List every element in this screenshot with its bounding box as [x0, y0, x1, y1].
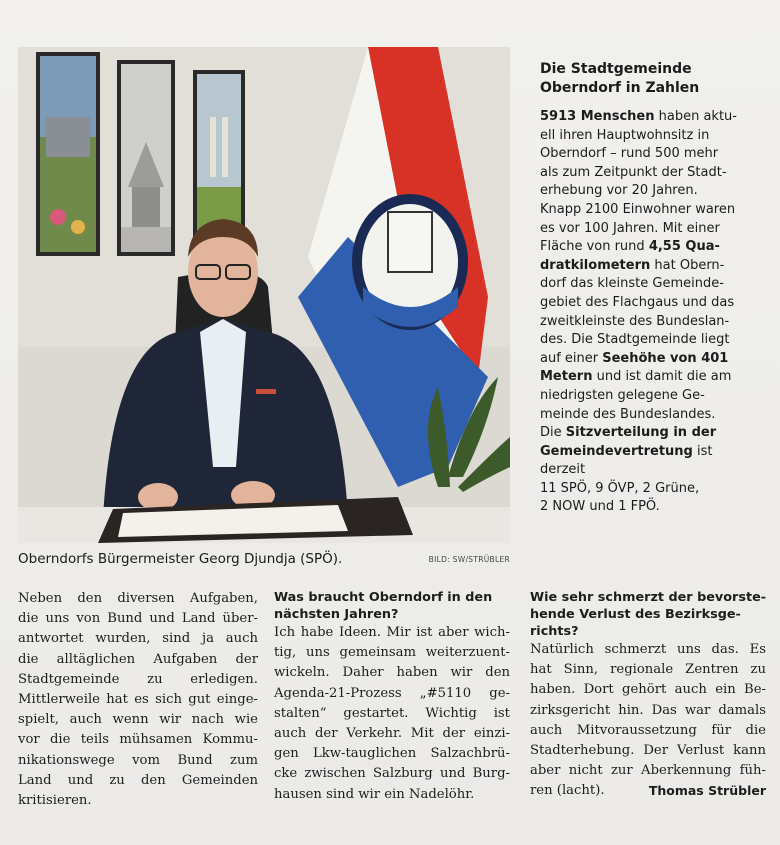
factbox-text: Fläche von rund [540, 239, 649, 255]
text-line: cke zwischen Salzburg und Burg- [274, 766, 510, 782]
factbox-line [540, 443, 772, 462]
factbox-text: Die [540, 425, 566, 441]
factbox-line [540, 164, 772, 183]
photo-caption: Oberndorfs Bürgermeister Georg Djundja (SPÖ). [18, 551, 343, 567]
factbox-line [540, 238, 772, 257]
factbox-line [540, 182, 772, 201]
factbox-line [540, 368, 772, 387]
photo-credit: BILD: SW/STRÜBLER [428, 555, 510, 564]
factbox-text: des. Die Stadtgemeinde liegt [540, 332, 730, 348]
text-line: die uns von Bund und Land über- [18, 611, 258, 627]
factbox-highlight: Sitzverteilung in der [565, 425, 717, 441]
factbox-text: Oberndorf – rund 500 mehr [540, 146, 719, 162]
factbox-text: 2 NOW und 1 FPÖ. [540, 499, 660, 515]
factbox-line [540, 257, 772, 276]
factbox-line [540, 480, 772, 499]
factbox-line [540, 498, 772, 517]
factbox-highlight: 4,55 Qua- [648, 239, 720, 255]
interview-question [274, 589, 510, 623]
text-line: Mittlerweile hat es sich gut einge- [18, 692, 258, 708]
factbox-text: ist [692, 443, 713, 459]
question-line: richts? [530, 624, 579, 639]
question-line: Was braucht Oberndorf in den [274, 590, 493, 605]
factbox-line [540, 461, 772, 480]
factbox-highlight: Gemeindevertretung [540, 443, 693, 459]
factbox-line [540, 220, 772, 239]
text-line: stalten“ gestartet. Wichtig ist [274, 705, 510, 721]
factbox-highlight: Seehöhe von 401 [602, 350, 729, 366]
photo-illustration [18, 47, 510, 543]
factbox-line [540, 350, 772, 369]
factbox-text: meinde des Bundeslandes. [540, 406, 716, 422]
factbox-line [540, 108, 772, 127]
text-line: die alltäglichen Aufgaben der [18, 651, 258, 667]
article-column-3 [530, 589, 766, 802]
final-line [530, 781, 766, 801]
column-body [274, 623, 510, 805]
caption-row [18, 551, 510, 571]
text-line: zirksgericht hin. Das war damals [530, 702, 766, 718]
text-line: antwortet wurden, sind ja auch [18, 631, 258, 647]
factbox-text: 11 SPÖ, 9 ÖVP, 2 Grüne, [540, 480, 700, 496]
factbox-text: haben aktu- [654, 109, 737, 124]
factbox-title-line: Oberndorf in Zahlen [540, 80, 700, 96]
text-line: Agenda-21-Prozess „#5110 ge- [274, 685, 510, 701]
text-line: auch Mitvoraussetzung für die [530, 722, 766, 738]
text-line: wickeln. Daher haben wir den [274, 665, 510, 681]
factbox-line [540, 145, 772, 164]
question-line: nächsten Jahren? [274, 607, 399, 622]
article-column-1 [18, 589, 258, 811]
factbox-text: es vor 100 Jahren. Mit einer [540, 220, 720, 236]
text-line: Natürlich schmerzt uns das. Es [530, 642, 766, 657]
factbox-highlight: 5913 Menschen [540, 109, 655, 124]
final-line-text: ren (lacht). [530, 783, 605, 799]
interview-question [530, 589, 766, 640]
factbox-text: niedrigsten gelegene Ge- [540, 387, 705, 403]
factbox-title [540, 60, 772, 98]
factbox-line [540, 127, 772, 146]
factbox-text: auf einer [540, 350, 603, 366]
text-line: Land und zu den Gemeinden [18, 772, 258, 788]
factbox-text: derzeit [540, 462, 586, 478]
text-line: nikationswege vom Bund zum [18, 752, 258, 768]
text-line: kritisieren. [18, 793, 92, 809]
factbox-line [540, 201, 772, 220]
factbox-text: Knapp 2100 Einwohner waren [540, 201, 736, 217]
text-line: gen Lkw-tauglichen Salzachbrü- [274, 746, 510, 762]
text-line: haben. Dort gehört auch ein Be- [530, 682, 766, 698]
factbox-line [540, 313, 772, 332]
factbox-line [540, 406, 772, 425]
factbox-highlight: dratkilometern [540, 257, 651, 273]
text-line: Stadtgemeinde zu erledigen. [18, 671, 258, 687]
factbox-text: gebiet des Flachgaus und das [540, 294, 735, 310]
factbox-line [540, 331, 772, 350]
text-line: aber nicht zur Aberkennung füh- [530, 763, 766, 779]
text-line: hausen sind wir ein Nadelöhr. [274, 786, 475, 802]
factbox-body [540, 108, 772, 517]
factbox-line [540, 387, 772, 406]
question-line: hende Verlust des Bezirksge- [530, 607, 741, 622]
text-line: Ich habe Ideen. Mir ist aber wich- [274, 625, 510, 640]
factbox-line [540, 424, 772, 443]
factbox-line [540, 294, 772, 313]
text-line: Stadterhebung. Der Verlust kann [530, 743, 766, 759]
factbox-text: und ist damit die am [592, 369, 732, 385]
factbox-text: dorf das kleinste Gemeinde- [540, 276, 724, 292]
column-body [530, 640, 766, 781]
factbox-title-line: Die Stadtgemeinde [540, 61, 692, 77]
factbox-text: als zum Zeitpunkt der Stadt- [540, 164, 727, 180]
factbox [540, 60, 772, 517]
factbox-text: erhebung vor 20 Jahren. [540, 183, 698, 199]
text-line: auch der Verkehr. Mit der einzi- [274, 726, 510, 742]
text-line: hat Sinn, regionale Zentren zu [530, 662, 766, 678]
text-line: vor die teils mühsamen Kommu- [18, 732, 258, 748]
text-line: Neben den diversen Aufgaben, [18, 591, 258, 606]
factbox-text: ell ihren Hauptwohnsitz in [540, 127, 710, 143]
factbox-highlight: Metern [540, 369, 593, 385]
column-body [18, 589, 258, 811]
factbox-text: zweitkleinste des Bundeslan- [540, 313, 730, 329]
article-column-2 [274, 589, 510, 805]
author-name: Thomas Strübler [648, 783, 766, 799]
painting-left [36, 52, 100, 256]
text-line: tig, uns gemeinsam weiterzuent- [274, 645, 510, 661]
factbox-text: hat Obern- [650, 257, 725, 273]
text-line: spielt, auch wenn wir nach wie [18, 712, 258, 728]
painting-middle [117, 60, 175, 256]
question-line: Wie sehr schmerzt der bevorste- [530, 590, 767, 605]
factbox-line [540, 275, 772, 294]
mayor-photo [18, 47, 510, 543]
